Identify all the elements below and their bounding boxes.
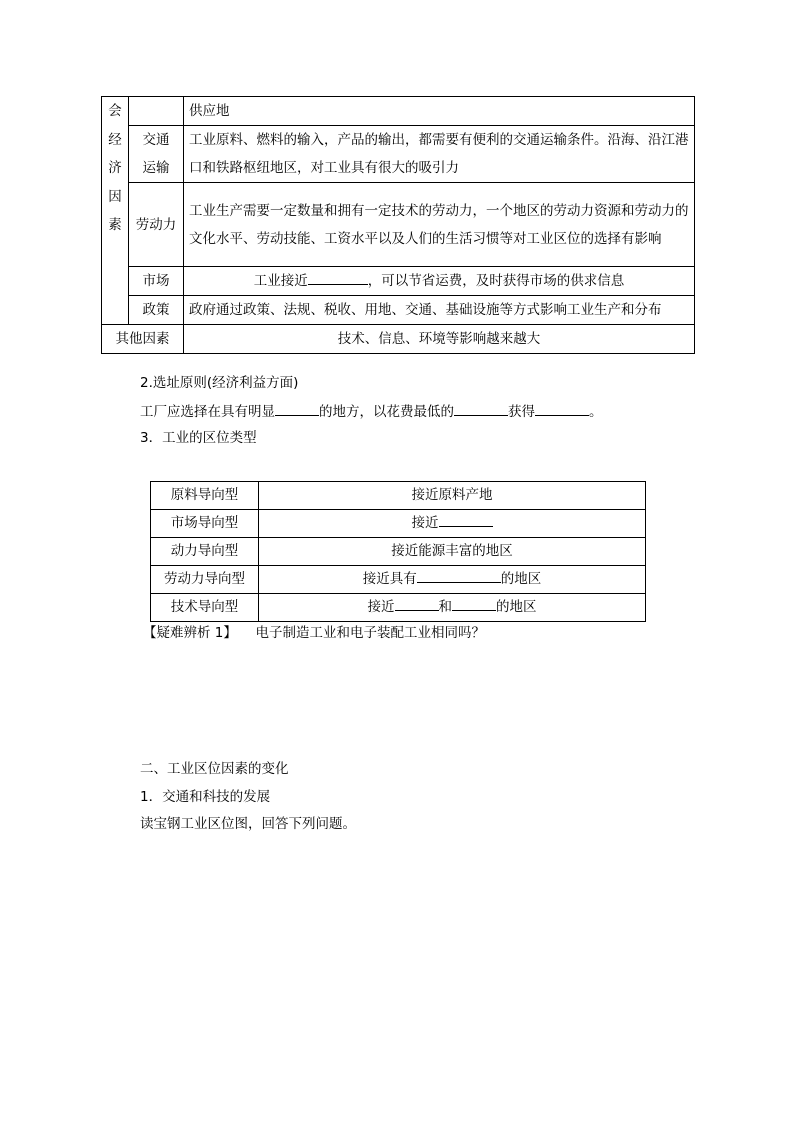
type-cell: 劳动力导向型 xyxy=(151,566,259,594)
factor-desc: 供应地 xyxy=(184,97,695,126)
other-factors-label: 其他因素 xyxy=(102,325,184,354)
section2-text xyxy=(140,400,603,422)
answer-blank[interactable] xyxy=(452,595,496,611)
text: 的地区 xyxy=(500,571,542,587)
category-cell xyxy=(102,97,129,325)
answer-blank[interactable] xyxy=(395,595,439,611)
factor-cell-labor: 劳动力 xyxy=(129,183,184,267)
answer-blank[interactable] xyxy=(454,400,508,416)
category-char: 素 xyxy=(108,217,122,233)
factor-line: 运输 xyxy=(142,160,170,176)
type-desc: 接近原料产地 xyxy=(259,482,646,510)
difficulty-label: 【疑难辨析 1】 xyxy=(143,625,237,641)
factor-cell-market: 市场 xyxy=(129,267,184,296)
factor-desc-transport: 工业原料、燃料的输入，产品的输出，都需要有便利的交通运输条件。沿海、沿江港口和铁路枢纽地区，对工业具有很大的吸引力 xyxy=(184,126,695,183)
factor-desc-market xyxy=(184,267,695,296)
text: 接近 xyxy=(411,515,439,531)
text: 获得 xyxy=(508,404,535,420)
text: 工业接近 xyxy=(253,273,308,289)
difficulty-question: 电子制造工业和电子装配工业相同吗？ xyxy=(255,625,485,641)
section2-heading: 2.选址原则(经济利益方面) xyxy=(140,375,299,391)
type-desc: 接近能源丰富的地区 xyxy=(259,538,646,566)
text: 的地区 xyxy=(496,599,537,615)
text: 工厂应选择在具有明显 xyxy=(140,404,275,420)
text: 接近 xyxy=(367,599,395,615)
type-cell: 原料导向型 xyxy=(151,482,259,510)
category-char: 会 xyxy=(108,103,122,119)
category-char: 因 xyxy=(108,188,122,205)
type-desc xyxy=(259,510,646,538)
factor-desc-labor: 工业生产需要一定数量和拥有一定技术的劳动力，一个地区的劳动力资源和劳动力的文化水平、劳动技能、工资水平以及人们的生活习惯等对工业区位的选择有影响 xyxy=(184,183,695,267)
text: 和 xyxy=(438,599,452,615)
text: 接近具有 xyxy=(362,571,417,587)
location-factors-table xyxy=(101,96,695,354)
factor-cell-policy: 政策 xyxy=(129,296,184,325)
factor-cell-transport xyxy=(129,126,184,183)
category-char: 经 xyxy=(108,131,122,148)
text: ，可以节省运费，及时获得市场的供求信息 xyxy=(367,273,625,289)
answer-blank[interactable] xyxy=(439,511,493,527)
category-char: 济 xyxy=(108,160,122,176)
type-desc xyxy=(259,594,646,622)
section3-heading: 3．工业的区位类型 xyxy=(140,430,257,446)
part2-heading: 二、工业区位因素的变化 xyxy=(140,761,289,777)
part2-instruction: 读宝钢工业区位图，回答下列问题。 xyxy=(140,816,356,832)
answer-blank[interactable] xyxy=(275,400,319,416)
other-factors-desc: 技术、信息、环境等影响越来越大 xyxy=(184,325,695,354)
text: 。 xyxy=(589,404,603,420)
text: 的地方，以花费最低的 xyxy=(319,404,454,420)
type-cell: 市场导向型 xyxy=(151,510,259,538)
type-cell: 动力导向型 xyxy=(151,538,259,566)
location-types-table xyxy=(150,481,646,622)
difficulty-analysis xyxy=(143,623,485,643)
answer-blank[interactable] xyxy=(308,269,368,285)
part2-sub1: 1．交通和科技的发展 xyxy=(140,789,271,805)
type-desc xyxy=(259,566,646,594)
type-cell: 技术导向型 xyxy=(151,594,259,622)
answer-blank[interactable] xyxy=(417,567,501,583)
factor-desc-policy: 政府通过政策、法规、税收、用地、交通、基础设施等方式影响工业生产和分布 xyxy=(184,296,695,325)
factor-line: 交通 xyxy=(142,132,170,148)
factor-cell xyxy=(129,97,184,126)
answer-blank[interactable] xyxy=(535,400,589,416)
